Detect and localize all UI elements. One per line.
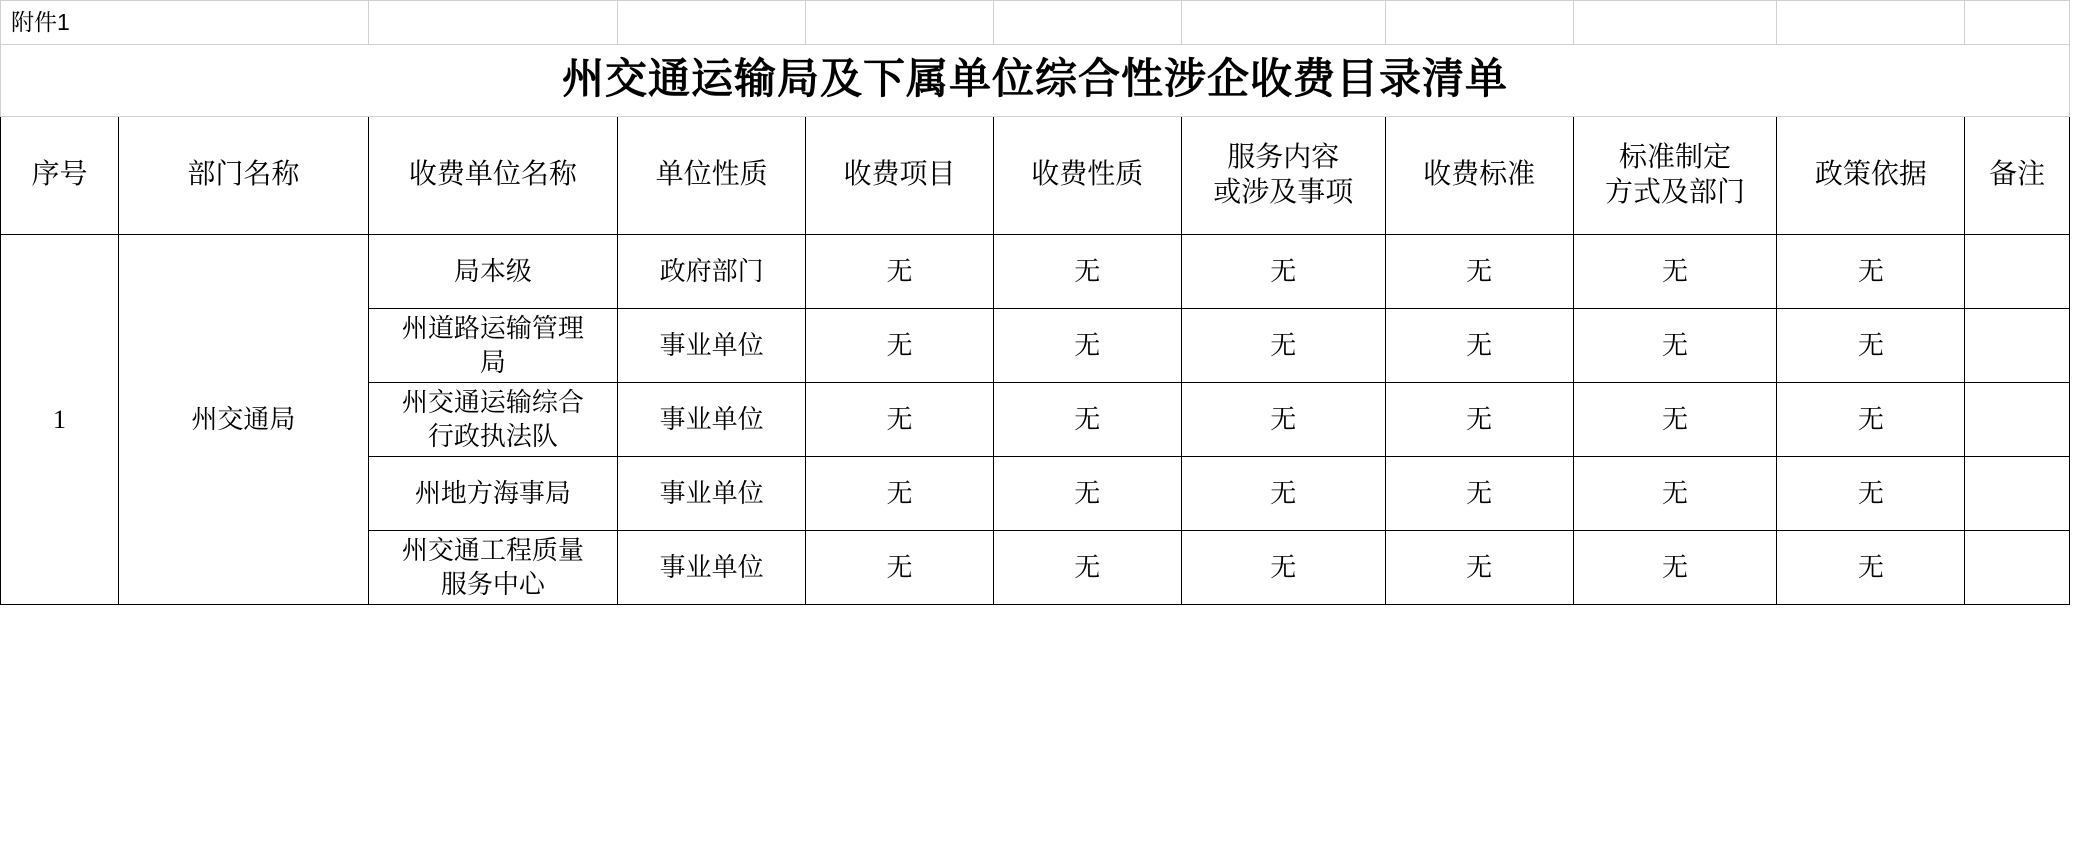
- cell-service-content: 无: [1181, 457, 1385, 531]
- cell-policy-basis: 无: [1777, 531, 1965, 605]
- cell-unit-name-line1: 州道路运输管理: [401, 313, 584, 343]
- cell-unit-name-line1: 局本级: [453, 256, 532, 286]
- cell-fee-standard: 无: [1385, 383, 1573, 457]
- empty-cell: [1573, 1, 1777, 45]
- cell-fee-standard: 无: [1385, 457, 1573, 531]
- cell-policy-basis: 无: [1777, 383, 1965, 457]
- column-header-standard-maker-line1: 标准制定: [1618, 142, 1731, 174]
- empty-cell: [806, 1, 994, 45]
- cell-unit-nature: 事业单位: [618, 383, 806, 457]
- row-group-department: 州交通局: [119, 235, 369, 605]
- column-header-index: 序号: [1, 117, 119, 235]
- page-title: 州交通运输局及下属单位综合性涉企收费目录清单: [1, 45, 2070, 117]
- cell-fee-item: 无: [806, 309, 994, 383]
- cell-unit-name-line1: 州地方海事局: [414, 478, 571, 508]
- column-header-standard-maker-line2: 方式及部门: [1604, 176, 1745, 208]
- cell-unit-nature: 事业单位: [618, 531, 806, 605]
- column-header-remark: 备注: [1965, 117, 2070, 235]
- cell-remark: [1965, 309, 2070, 383]
- cell-standard-maker: 无: [1573, 457, 1777, 531]
- table-row: [1, 235, 2070, 309]
- cell-policy-basis: 无: [1777, 309, 1965, 383]
- cell-fee-item: 无: [806, 531, 994, 605]
- column-header-fee-standard: 收费标准: [1385, 117, 1573, 235]
- cell-unit-name-line1: 州交通运输综合: [401, 387, 584, 417]
- attachment-label: 附件1: [1, 1, 369, 45]
- cell-unit-name: [368, 531, 618, 605]
- cell-service-content: 无: [1181, 383, 1385, 457]
- title-row: [1, 45, 2070, 117]
- cell-unit-name-line2: 行政执法队: [427, 421, 558, 451]
- cell-unit-nature: 政府部门: [618, 235, 806, 309]
- cell-fee-nature: 无: [993, 235, 1181, 309]
- empty-cell: [993, 1, 1181, 45]
- empty-cell: [1385, 1, 1573, 45]
- cell-standard-maker: 无: [1573, 531, 1777, 605]
- column-header-unit-name: 收费单位名称: [368, 117, 618, 235]
- column-header-service-content-line2: 或涉及事项: [1213, 176, 1354, 208]
- empty-cell: [618, 1, 806, 45]
- cell-fee-nature: 无: [993, 383, 1181, 457]
- table-header-row: [1, 117, 2070, 235]
- cell-unit-name: [368, 235, 618, 309]
- cell-policy-basis: 无: [1777, 457, 1965, 531]
- cell-remark: [1965, 457, 2070, 531]
- cell-fee-standard: 无: [1385, 531, 1573, 605]
- column-header-service-content-line1: 服务内容: [1227, 142, 1340, 174]
- empty-cell: [1181, 1, 1385, 45]
- cell-standard-maker: 无: [1573, 235, 1777, 309]
- empty-cell: [368, 1, 618, 45]
- cell-unit-name-line1: 州交通工程质量: [401, 535, 584, 565]
- cell-service-content: 无: [1181, 309, 1385, 383]
- cell-unit-name-line2: 服务中心: [440, 569, 545, 599]
- row-group-index: 1: [1, 235, 119, 605]
- cell-policy-basis: 无: [1777, 235, 1965, 309]
- attachment-row: [1, 1, 2070, 45]
- column-header-unit-nature: 单位性质: [618, 117, 806, 235]
- cell-service-content: 无: [1181, 531, 1385, 605]
- cell-unit-name-line2: 局: [479, 347, 506, 377]
- cell-unit-nature: 事业单位: [618, 309, 806, 383]
- cell-remark: [1965, 235, 2070, 309]
- empty-cell: [1965, 1, 2070, 45]
- cell-standard-maker: 无: [1573, 383, 1777, 457]
- column-header-fee-nature: 收费性质: [993, 117, 1181, 235]
- cell-fee-item: 无: [806, 457, 994, 531]
- column-header-department: 部门名称: [119, 117, 369, 235]
- cell-fee-standard: 无: [1385, 309, 1573, 383]
- column-header-policy-basis: 政策依据: [1777, 117, 1965, 235]
- column-header-service-content: [1181, 117, 1385, 235]
- column-header-fee-item: 收费项目: [806, 117, 994, 235]
- cell-remark: [1965, 531, 2070, 605]
- cell-unit-nature: 事业单位: [618, 457, 806, 531]
- column-header-standard-maker: [1573, 117, 1777, 235]
- empty-cell: [1777, 1, 1965, 45]
- cell-unit-name: [368, 457, 618, 531]
- cell-fee-nature: 无: [993, 309, 1181, 383]
- cell-service-content: 无: [1181, 235, 1385, 309]
- cell-remark: [1965, 383, 2070, 457]
- cell-fee-nature: 无: [993, 457, 1181, 531]
- cell-unit-name: [368, 309, 618, 383]
- cell-fee-standard: 无: [1385, 235, 1573, 309]
- cell-unit-name: [368, 383, 618, 457]
- cell-fee-nature: 无: [993, 531, 1181, 605]
- cell-fee-item: 无: [806, 383, 994, 457]
- cell-fee-item: 无: [806, 235, 994, 309]
- cell-standard-maker: 无: [1573, 309, 1777, 383]
